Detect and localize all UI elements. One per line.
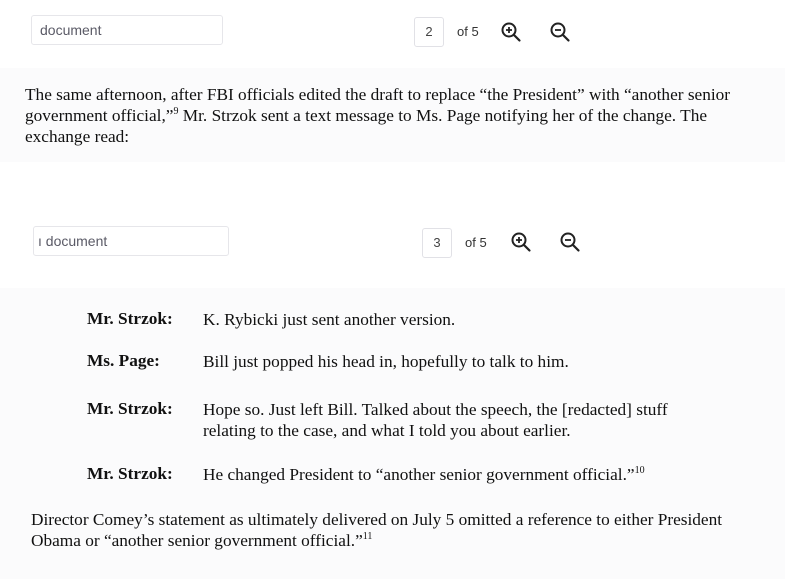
page-number-input[interactable]: 3 [422, 228, 452, 258]
page-number-input[interactable]: 2 [414, 17, 444, 47]
body-paragraph: The same afternoon, after FBI officials edited the draft to replace “the President” with “another senior government official,”$^9$ Mr. Strzok sent a text message to Ms. Page notifying her of the change. The exchange read: [25, 85, 731, 146]
exchange-speaker: Mr. Strzok: [87, 399, 173, 418]
footnote-ref: 9 [173, 106, 179, 118]
exchange-message: Hope so. Just left Bill. Talked about the speech, the [redacted] stuff relating to the case, and what I told you about earlier. [203, 400, 668, 440]
viewer-toolbar-2 [0, 218, 785, 268]
zoom-out-icon[interactable] [549, 21, 571, 43]
page-count-label: of 5 [457, 24, 479, 39]
exchange-message: Bill just popped his head in, hopefully to talk to him. [203, 352, 569, 371]
footnote-ref: 11 [362, 531, 373, 543]
page-count-label: of 5 [465, 235, 487, 250]
document-page-3 [0, 288, 785, 579]
zoom-in-icon[interactable] [500, 21, 522, 43]
document-name-field[interactable]: document [31, 15, 223, 45]
footnote-ref: 10 [634, 465, 645, 477]
exchange-speaker: Mr. Strzok: [87, 309, 173, 328]
exchange-speaker: Mr. Strzok: [87, 464, 173, 483]
viewer-toolbar-1 [0, 8, 785, 58]
exchange-speaker: Ms. Page: [87, 351, 160, 370]
exchange-message: He changed President to “another senior government official.”$^{10}$ [203, 465, 645, 484]
document-name-field[interactable]: ı document [33, 226, 229, 256]
closing-paragraph: Director Comey’s statement as ultimately delivered on July 5 omitted a reference to either President Obama or “another senior government official.”$^{11}$ [31, 510, 723, 550]
document-page-2 [0, 68, 785, 162]
zoom-out-icon[interactable] [559, 231, 581, 253]
zoom-in-icon[interactable] [510, 231, 532, 253]
exchange-message: K. Rybicki just sent another version. [203, 310, 456, 329]
